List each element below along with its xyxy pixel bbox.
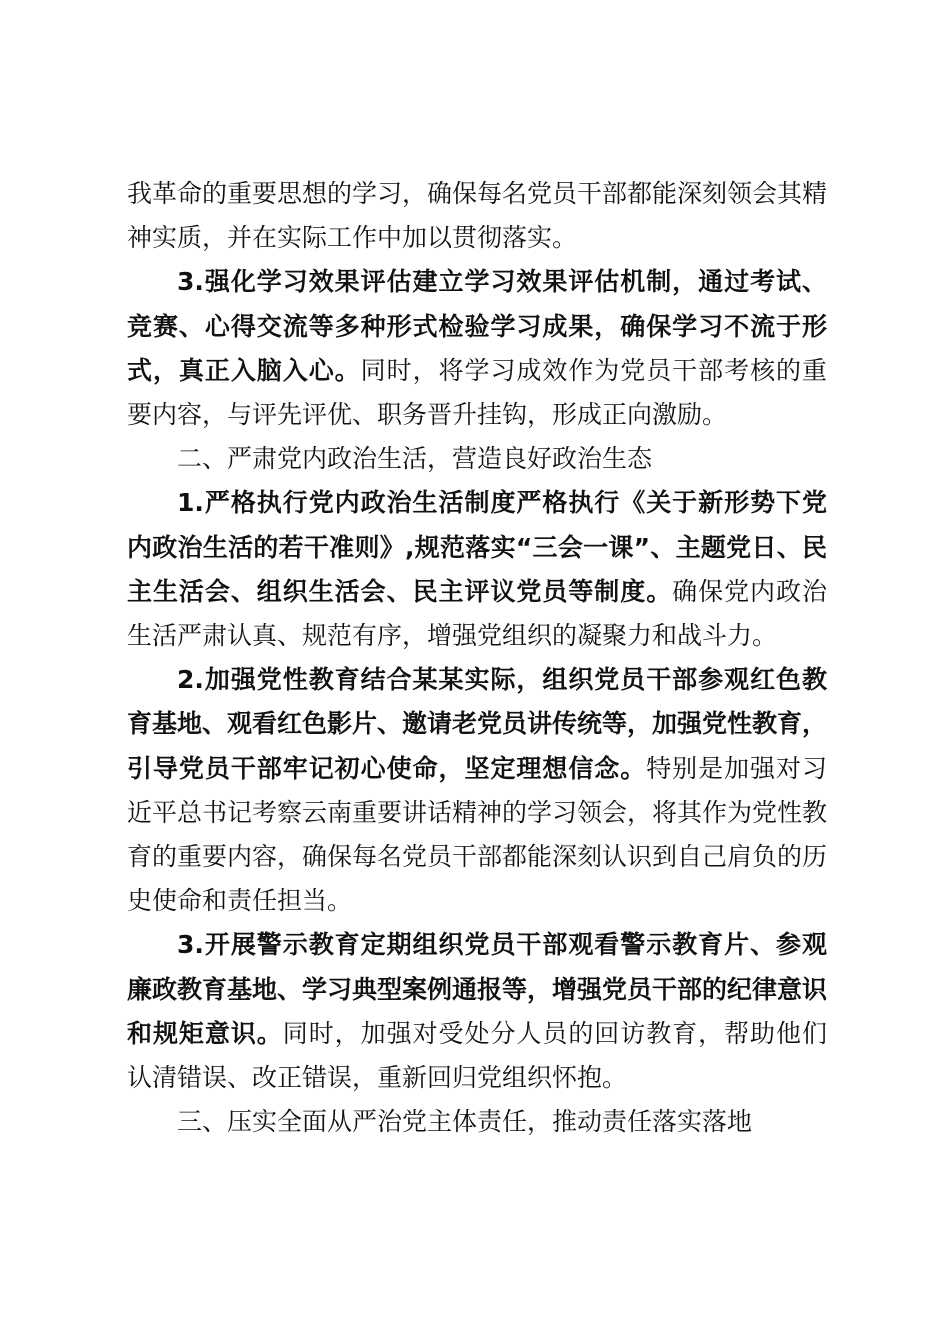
section-heading-3: 三、压实全面从严治党主体责任，推动责任落实落地 (177, 1107, 753, 1137)
paragraph-continuation (127, 172, 827, 260)
paragraph-text: 确保党内政治生活严肃认真、规范有序，增强党组织的凝聚力和战斗力。 (127, 576, 827, 651)
paragraph-warning-education (127, 923, 827, 1100)
document-body (127, 172, 827, 1144)
paragraph-text: 我革命的重要思想的学习，确保每名党员干部都能深刻领会其精神实质，并在实际工作中加以贯彻落实。 (127, 179, 828, 253)
paragraph-text: 同时，将学习成效作为党员干部考核的重要内容，与评先评优、职务晋升挂钩，形成正向激励。 (127, 355, 827, 430)
paragraph-text: 同时，加强对受处分人员的回访教育，帮助他们认清错误、改正错误，重新回归党组织怀抱。 (127, 1018, 827, 1093)
paragraph-bold-lead: 2.加强党性教育结合某某实际，组织党员干部参观红色教育基地、观看红色影片、邀请老党员讲传统等，加强党性教育，引导党员干部牢记初心使命，坚定理想信念。 (127, 665, 828, 783)
paragraph-bold-lead: 1.严格执行党内政治生活制度严格执行《关于新形势下党内政治生活的若干准则》,规范落实“三会一课”、主题党日、民主生活会、组织生活会、民主评议党员等制度。 (127, 488, 827, 606)
paragraph-party-education (127, 658, 827, 923)
paragraph-bold-lead: 3.强化学习效果评估建立学习效果评估机制，通过考试、竞赛、心得交流等多种形式检验学习成果，确保学习不流于形式，真正入脑入心。 (127, 267, 827, 385)
paragraph-political-life-system (127, 481, 827, 658)
paragraph-text: 特别是加强对习近平总书记考察云南重要讲话精神的学习领会，将其作为党性教育的重要内容，确保每名党员干部都能深刻认识到自己肩负的历史使命和责任担当。 (127, 753, 828, 916)
section-heading-2: 二、严肃党内政治生活，营造良好政治生态 (177, 444, 653, 474)
paragraph-learning-evaluation (127, 260, 827, 437)
paragraph-bold-lead: 3.开展警示教育定期组织党员干部观看警示教育片、参观廉政教育基地、学习典型案例通报等，增强党员干部的纪律意识和规矩意识。 (127, 930, 828, 1048)
